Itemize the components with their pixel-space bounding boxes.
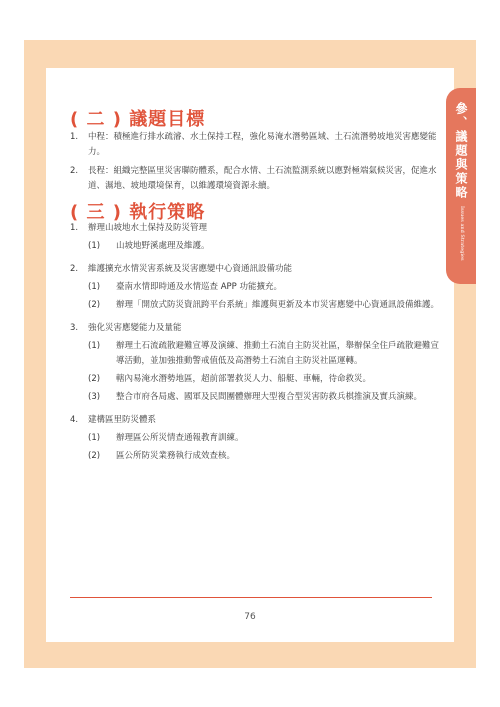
page-frame-bottom [24,642,476,668]
strategy-sub-number: (1) [88,241,101,251]
strategy-item-text: 辦理山坡地水土保持及防災管理 [88,223,208,233]
strategy-item-number: 4. [70,415,79,425]
strategy-sub-item [88,449,440,464]
strategy-sub-item [88,390,440,405]
strategy-sub-text: 辦理土石流疏散避難宣導及演練、推動土石流自主防災社區，舉辦保全住戶疏散避難宣導活動，並加強推動警戒值低及高潛勢土石流自主防災社區運轉。 [116,341,440,366]
strategy-item [70,262,440,316]
strategy-item [70,321,440,408]
strategy-sub-number: (1) [88,433,101,443]
strategy-sub-text: 臺南水情即時通及水情巡查 APP 功能擴充。 [116,282,282,292]
strategy-sub-item [88,298,440,313]
strategy-item-body [88,321,440,408]
strategy-item-body [88,221,440,257]
strategy-sub-item [88,239,440,254]
strategy-sub-number: (2) [88,300,101,310]
strategy-item-number: 1. [70,223,79,233]
strategy-item-number: 2. [70,264,79,274]
strategy-item-text: 建構區里防災體系 [88,415,157,425]
strategy-sub-item [88,280,440,295]
strategy-sub-number: (2) [88,451,101,461]
goal-item-text: 中程：積極進行排水疏濬、水土保持工程，強化易淹水潛勢區域、土石流潛勢坡地災害應變能力。 [88,132,437,157]
strategy-sub-item [88,372,440,387]
strategy-item-text: 強化災害應變能力及量能 [88,323,182,333]
goals-list [70,130,440,198]
strategy-item-body [88,413,440,467]
strategy-sub-item [88,339,440,369]
goal-item-number: 1. [70,132,79,142]
strategy-sub-number: (2) [88,374,101,384]
strategy-sub-text: 轄內易淹水潛勢地區，超前部署救災人力、船艇、車輛，待命救災。 [116,374,372,384]
chapter-tab-subtitle: Issues and Strategies [458,206,465,261]
strategy-sub-number: (3) [88,392,101,402]
chapter-side-tab [446,88,476,284]
strategy-item-body [88,262,440,316]
goal-item-text: 長程：組織完整區里災害聯防體系，配合水情、土石流監測系統以應對極端氣候災害，促進水道、濕地、坡地環境保育，以維護環境資源永續。 [88,166,437,191]
goal-item [70,130,440,160]
strategy-sub-text: 整合市府各局處、國軍及民間團體辦理大型複合型災害防救兵棋推演及實兵演練。 [116,392,423,402]
strategy-item-number: 3. [70,323,79,333]
footer-rule [70,597,432,598]
goal-item-number: 2. [70,166,79,176]
strategy-sub-number: (1) [88,341,101,351]
strategies-heading: ( 三 ) 執行策略 [70,202,206,223]
strategy-item [70,221,440,257]
strategy-sub-text: 辦理區公所災情查通報教育訓練。 [116,433,244,443]
strategy-item [70,413,440,467]
strategy-sub-text: 辦理「開放式防災資訊跨平台系統」維護與更新及本市災害應變中心資通訊設備維護。 [116,300,440,310]
strategy-item-text: 維護擴充水情災害系統及災害應變中心資通訊設備功能 [88,264,293,274]
page-number: 76 [244,612,256,622]
goals-heading: ( 二 ) 議題目標 [70,109,206,130]
page-frame-top [24,40,476,68]
chapter-tab-title: 參、議題與策略 [454,102,468,200]
strategy-sub-item [88,431,440,446]
strategies-list [70,221,440,471]
strategy-sub-number: (1) [88,282,101,292]
strategy-sub-text: 山坡地野溪處理及維護。 [116,241,210,251]
strategy-sub-text: 區公所防災業務執行成效查核。 [116,451,236,461]
page-frame-left [24,40,46,668]
goal-item [70,164,440,194]
